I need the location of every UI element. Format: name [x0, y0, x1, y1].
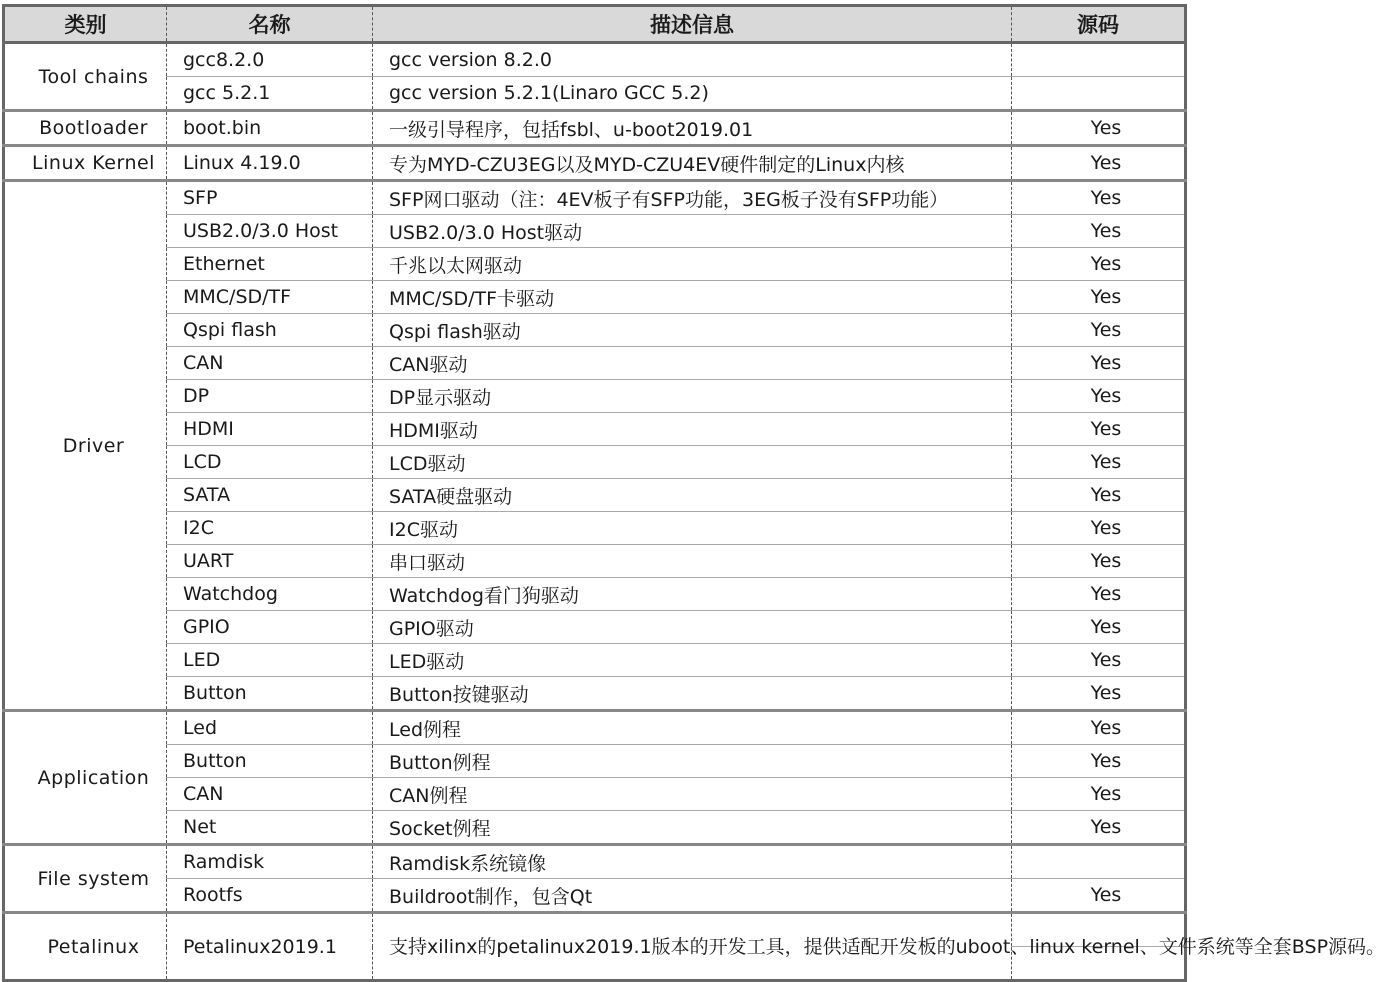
name-cell: MMC/SD/TF: [167, 281, 373, 314]
source-cell: Yes: [1012, 248, 1186, 281]
table-row: [4, 281, 1186, 314]
description-cell: Button按键驱动: [373, 677, 1012, 711]
name-cell: GPIO: [167, 611, 373, 644]
table-row: [4, 77, 1186, 111]
description-cell: LCD驱动: [373, 446, 1012, 479]
source-cell: Yes: [1012, 677, 1186, 711]
category-cell-toolchains: Tool chains: [4, 43, 167, 111]
table-row: [4, 845, 1186, 879]
bsp-content-table: [2, 4, 1385, 982]
description-cell: DP显示驱动: [373, 380, 1012, 413]
table-row: [4, 215, 1186, 248]
source-cell: [1012, 845, 1186, 879]
source-cell: Yes: [1012, 479, 1186, 512]
name-cell: gcc 5.2.1: [167, 77, 373, 111]
category-cell-bootloader: Bootloader: [4, 111, 167, 146]
name-cell: Net: [167, 811, 373, 845]
description-cell: 支持xilinx的petalinux2019.1版本的开发工具，提供适配开发板的uboot、linux kernel、文件系统等全套BSP源码。: [373, 913, 1012, 981]
header-description: 描述信息: [373, 6, 1012, 43]
name-cell: CAN: [167, 778, 373, 811]
table-row: [4, 811, 1186, 845]
name-cell: Ethernet: [167, 248, 373, 281]
name-cell: Rootfs: [167, 879, 373, 913]
category-cell-kernel: Linux Kernel: [4, 146, 167, 181]
description-cell: CAN例程: [373, 778, 1012, 811]
name-cell: Petalinux2019.1: [167, 913, 373, 981]
description-cell: CAN驱动: [373, 347, 1012, 380]
category-cell-filesystem: File system: [4, 845, 167, 913]
description-cell: 专为MYD-CZU3EG以及MYD-CZU4EV硬件制定的Linux内核: [373, 146, 1012, 181]
table-row: [4, 745, 1186, 778]
source-cell: Yes: [1012, 545, 1186, 578]
source-cell: Yes: [1012, 146, 1186, 181]
name-cell: USB2.0/3.0 Host: [167, 215, 373, 248]
source-cell: Yes: [1012, 745, 1186, 778]
table-row: [4, 380, 1186, 413]
source-cell: [1012, 43, 1186, 77]
source-cell: [1012, 77, 1186, 111]
table-row: [4, 314, 1186, 347]
description-cell: HDMI驱动: [373, 413, 1012, 446]
name-cell: LCD: [167, 446, 373, 479]
table-row: [4, 181, 1186, 215]
table-row: [4, 111, 1186, 146]
name-cell: SFP: [167, 181, 373, 215]
table-row: [4, 413, 1186, 446]
source-cell: Yes: [1012, 446, 1186, 479]
description-cell: 一级引导程序，包括fsbl、u-boot2019.01: [373, 111, 1012, 146]
source-cell: Yes: [1012, 644, 1186, 677]
name-cell: Watchdog: [167, 578, 373, 611]
table-row: [4, 146, 1186, 181]
description-cell: 串口驱动: [373, 545, 1012, 578]
description-cell: SFP网口驱动（注：4EV板子有SFP功能，3EG板子没有SFP功能）: [373, 181, 1012, 215]
description-cell: USB2.0/3.0 Host驱动: [373, 215, 1012, 248]
source-cell: Yes: [1012, 578, 1186, 611]
description-cell: LED驱动: [373, 644, 1012, 677]
name-cell: Linux 4.19.0: [167, 146, 373, 181]
source-cell: Yes: [1012, 879, 1186, 913]
table-row: [4, 248, 1186, 281]
source-cell: Yes: [1012, 512, 1186, 545]
source-cell: Yes: [1012, 380, 1186, 413]
description-cell: SATA硬盘驱动: [373, 479, 1012, 512]
description-cell: gcc version 8.2.0: [373, 43, 1012, 77]
description-cell: gcc version 5.2.1(Linaro GCC 5.2): [373, 77, 1012, 111]
name-cell: HDMI: [167, 413, 373, 446]
table-row: [4, 43, 1186, 77]
source-cell: Yes: [1012, 711, 1186, 745]
table-row: [4, 913, 1186, 947]
table-row: [4, 578, 1186, 611]
description-cell: I2C驱动: [373, 512, 1012, 545]
source-cell: Yes: [1012, 347, 1186, 380]
table-header-row: [4, 6, 1186, 43]
source-cell: Yes: [1012, 281, 1186, 314]
description-cell: Qspi flash驱动: [373, 314, 1012, 347]
source-cell: Yes: [1012, 111, 1186, 146]
name-cell: Button: [167, 677, 373, 711]
name-cell: Led: [167, 711, 373, 745]
description-cell: MMC/SD/TF卡驱动: [373, 281, 1012, 314]
table-row: [4, 446, 1186, 479]
description-cell: GPIO驱动: [373, 611, 1012, 644]
source-cell: Yes: [1012, 181, 1186, 215]
name-cell: UART: [167, 545, 373, 578]
header-source: 源码: [1012, 6, 1186, 43]
description-cell: Led例程: [373, 711, 1012, 745]
description-cell: Ramdisk系统镜像: [373, 845, 1012, 879]
description-cell: Socket例程: [373, 811, 1012, 845]
table-row: [4, 644, 1186, 677]
source-cell: Yes: [1012, 811, 1186, 845]
source-cell: Yes: [1012, 611, 1186, 644]
table-row: [4, 879, 1186, 913]
category-cell-petalinux: Petalinux: [4, 913, 167, 981]
name-cell: DP: [167, 380, 373, 413]
table-row: [4, 545, 1186, 578]
category-cell-driver: Driver: [4, 181, 167, 711]
table-row: [4, 512, 1186, 545]
name-cell: SATA: [167, 479, 373, 512]
header-category: 类别: [4, 6, 167, 43]
table-row: [4, 479, 1186, 512]
description-cell: Button例程: [373, 745, 1012, 778]
name-cell: Ramdisk: [167, 845, 373, 879]
name-cell: CAN: [167, 347, 373, 380]
source-cell: Yes: [1012, 215, 1186, 248]
description-cell: 千兆以太网驱动: [373, 248, 1012, 281]
source-cell: Yes: [1012, 778, 1186, 811]
table-row: [4, 711, 1186, 745]
name-cell: Button: [167, 745, 373, 778]
table-row: [4, 778, 1186, 811]
source-cell: Yes: [1012, 314, 1186, 347]
description-cell: Buildroot制作，包含Qt: [373, 879, 1012, 913]
table-row: [4, 677, 1186, 711]
source-cell: Yes: [1012, 413, 1186, 446]
name-cell: Qspi flash: [167, 314, 373, 347]
name-cell: gcc8.2.0: [167, 43, 373, 77]
description-cell: Watchdog看门狗驱动: [373, 578, 1012, 611]
table-row: [4, 611, 1186, 644]
name-cell: I2C: [167, 512, 373, 545]
name-cell: boot.bin: [167, 111, 373, 146]
name-cell: LED: [167, 644, 373, 677]
header-name: 名称: [167, 6, 373, 43]
category-cell-application: Application: [4, 711, 167, 845]
table-row: [4, 347, 1186, 380]
